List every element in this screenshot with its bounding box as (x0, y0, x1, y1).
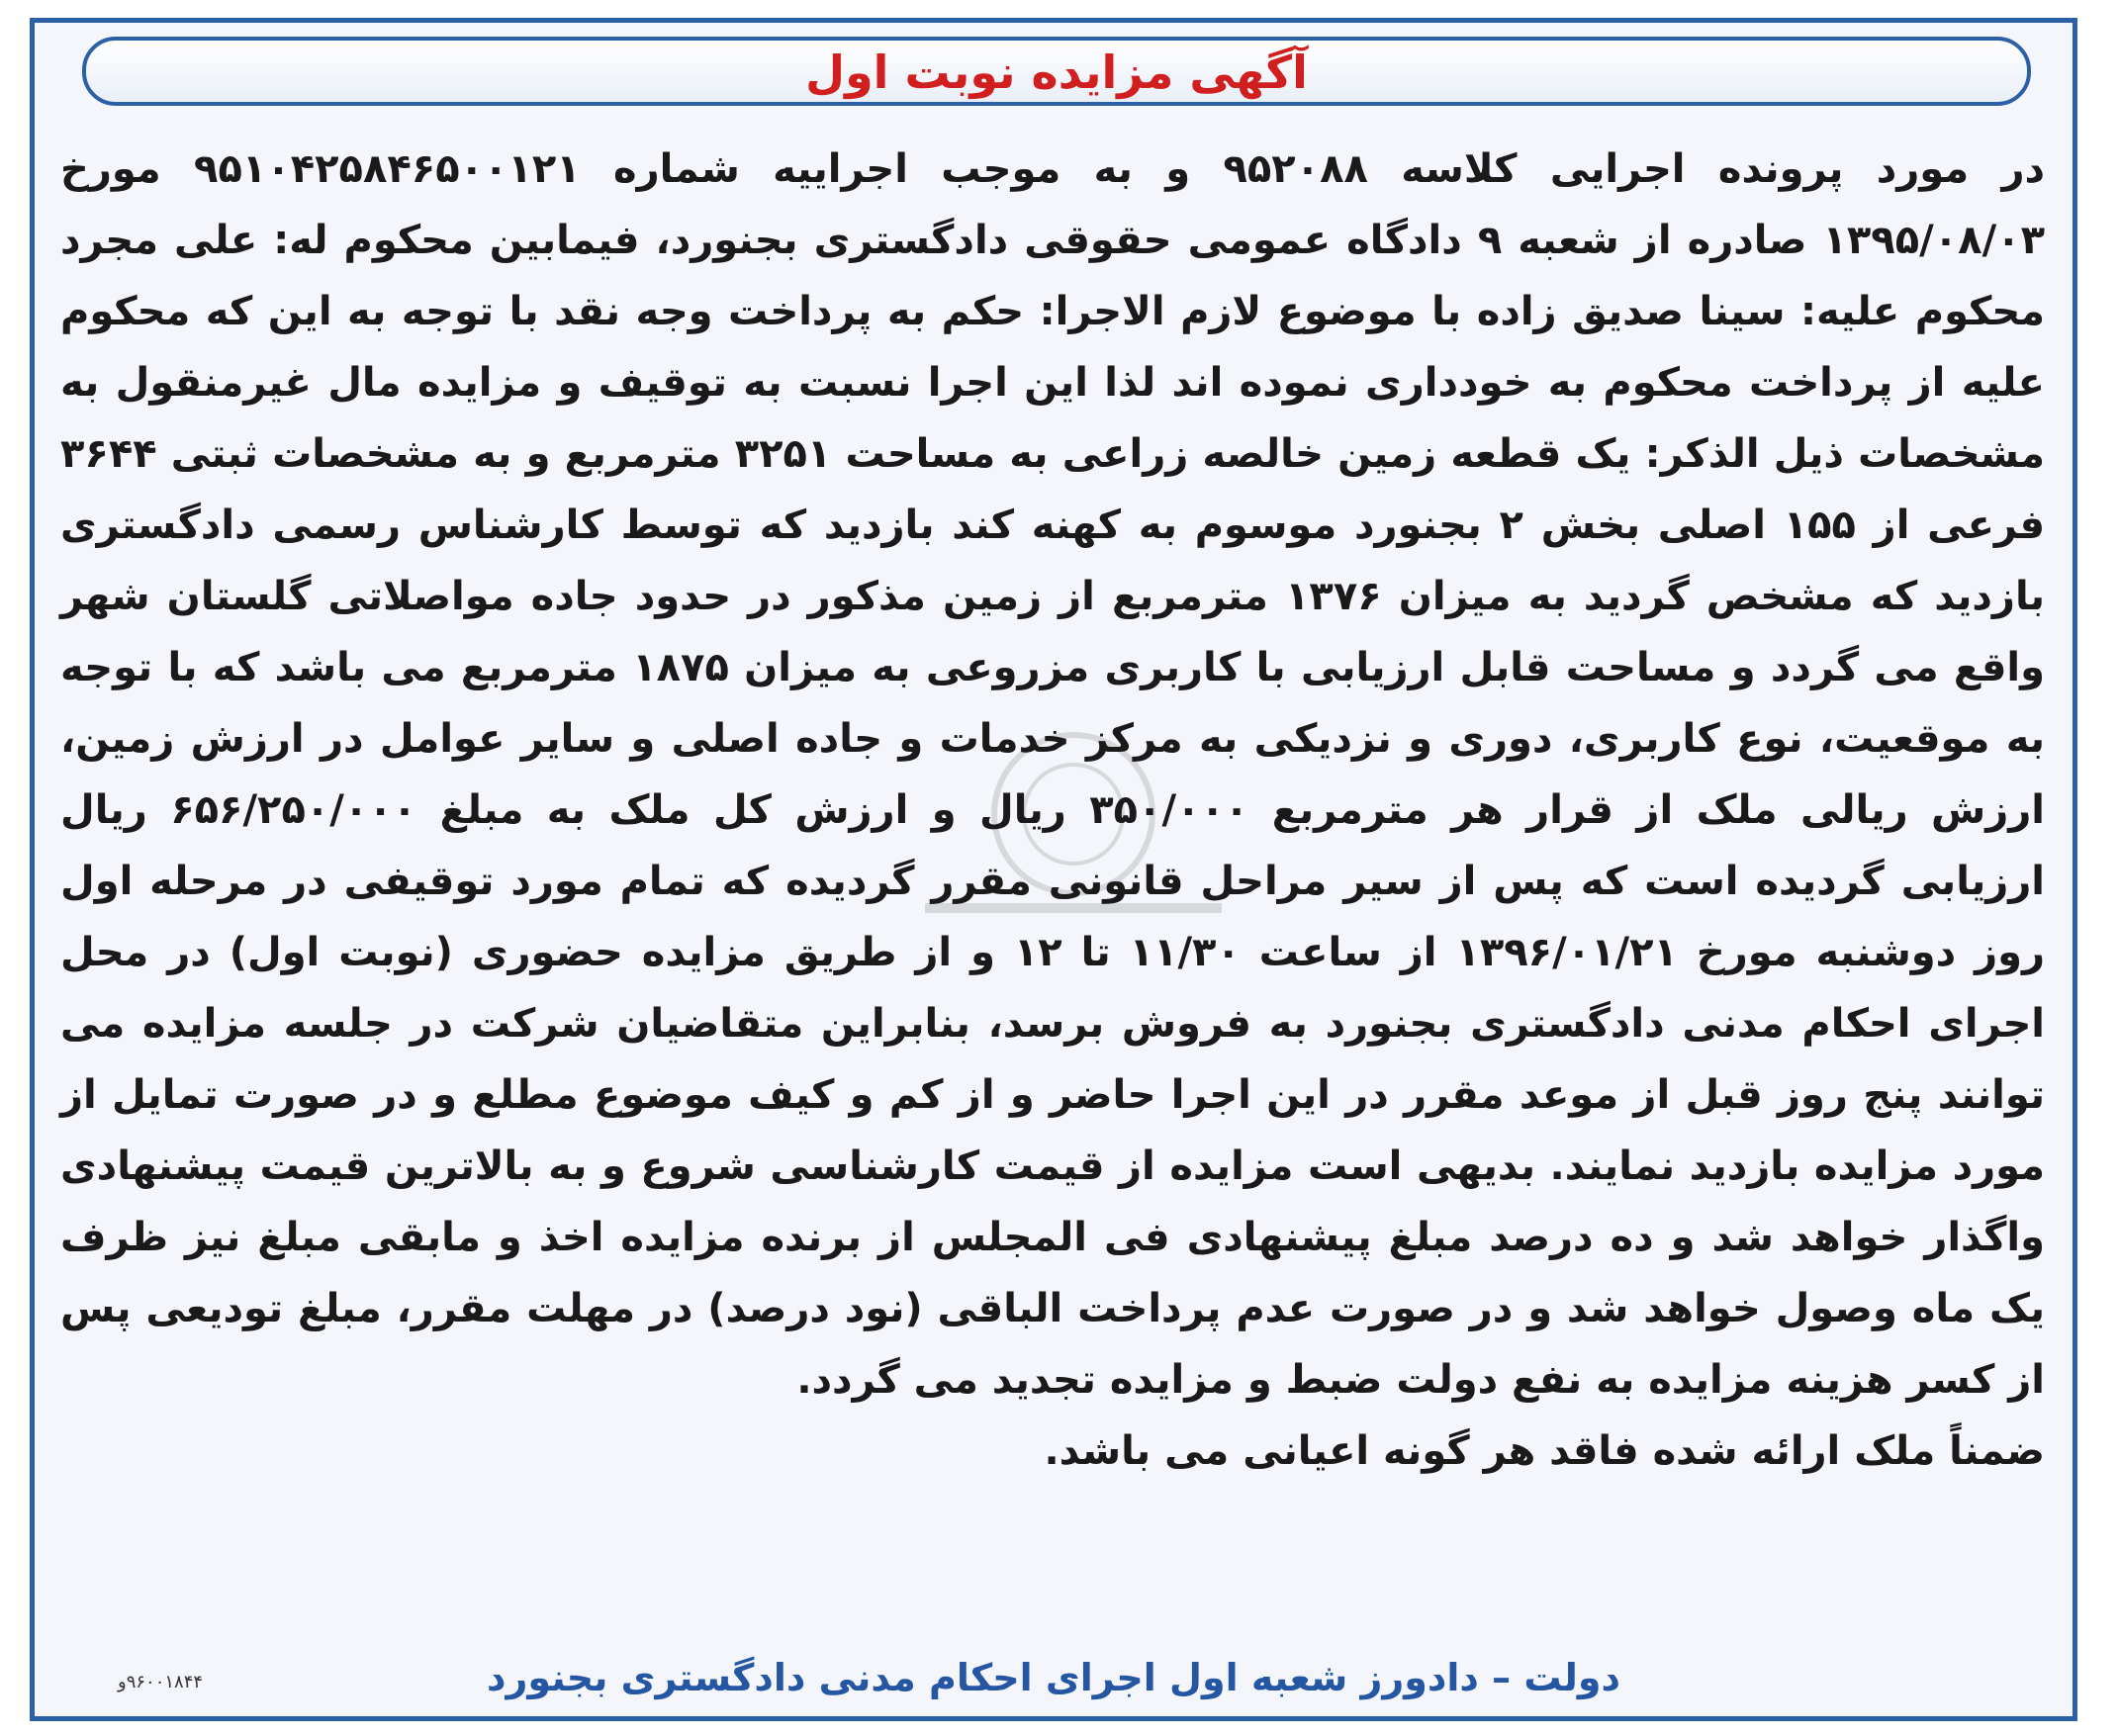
notice-signature: دولت – دادورز شعبه اول اجرای احکام مدنی دادگستری بجنورد (487, 1656, 1620, 1699)
notice-body (60, 134, 2045, 1487)
notice-frame (30, 18, 2077, 1721)
notice-paragraph-note: ضمناً ملک ارائه شده فاقد هر گونه اعیانی می باشد. (1044, 1428, 2045, 1474)
reference-code: ۹۶۰۰۱۸۴۴و (118, 1672, 204, 1692)
title-bar (82, 37, 2031, 106)
notice-title: آگهی مزایده نوبت اول (805, 46, 1308, 99)
notice-paragraph-main: در مورد پرونده اجرایی کلاسه ۹۵۲۰۸۸ و به موجب اجراییه شماره ۹۵۱۰۴۲۵۸۴۶۵۰۰۱۲۱ مورخ ۱۳۹۵/۰۸/۰۳ صادره از شعبه ۹ دادگاه عمومی حقوقی دادگستری بجنورد، فیمابین محکوم له: علی مجرد محکوم علیه: سینا صدیق زاده با موضوع لازم الاجرا: حکم به پرداخت وجه نقد با توجه به این که محکوم علیه از پرداخت محکوم به خودداری نموده اند لذا این اجرا نسبت به توقیف و مزایده مال غیرمنقول به مشخصات ذیل الذکر: یک قطعه زمین خالصه زراعی به مساحت ۳۲۵۱ مترمربع و به مشخصات ثبتی ۳۶۴۴ فرعی از ۱۵۵ اصلی بخش ۲ بجنورد موسوم به کهنه کند بازدید که توسط کارشناس رسمی دادگستری بازدید که مشخص گردید به میزان ۱۳۷۶ مترمربع از زمین مذکور در حدود جاده مواصلاتی گلستان شهر واقع می گردد و مساحت قابل ارزیابی با کاربری مزروعی به میزان ۱۸۷۵ مترمربع می باشد که با توجه به موقعیت، نوع کاربری، دوری و نزدیکی به مرکز خدمات و جاده اصلی و سایر عوامل در ارزش زمین، ارزش ریالی ملک از قرار هر مترمربع ۳۵۰/۰۰۰ ریال و ارزش کل ملک به مبلغ ۶۵۶/۲۵۰/۰۰۰ ریال ارزیابی گردیده است که پس از سیر مراحل قانونی مقرر گردیده که تمام مورد توقیفی در مرحله اول روز دوشنبه مورخ ۱۳۹۶/۰۱/۲۱ از ساعت ۱۱/۳۰ تا ۱۲ و از طریق مزایده حضوری (نوبت اول) در محل اجرای احکام مدنی دادگستری بجنورد به فروش برسد، بنابراین متقاضیان شرکت در جلسه مزایده می توانند پنج روز قبل از موعد مقرر در این اجرا حاضر و از کم و کیف موضوع مطلع و در صورت تمایل از مورد مزایده بازدید نمایند. بدیهی است مزایده از قیمت کارشناسی شروع و به بالاترین قیمت پیشنهادی واگذار خواهد شد و ده درصد مبلغ پیشنهادی فی المجلس از برنده مزایده اخذ و مابقی مبلغ نیز ظرف یک ماه وصول خواهد شد و در صورت عدم پرداخت الباقی (نود درصد) در مهلت مقرر، مبلغ تودیعی پس از کسر هزینه مزایده به نفع دولت ضبط و مزایده تجدید می گردد. (60, 146, 2046, 1403)
